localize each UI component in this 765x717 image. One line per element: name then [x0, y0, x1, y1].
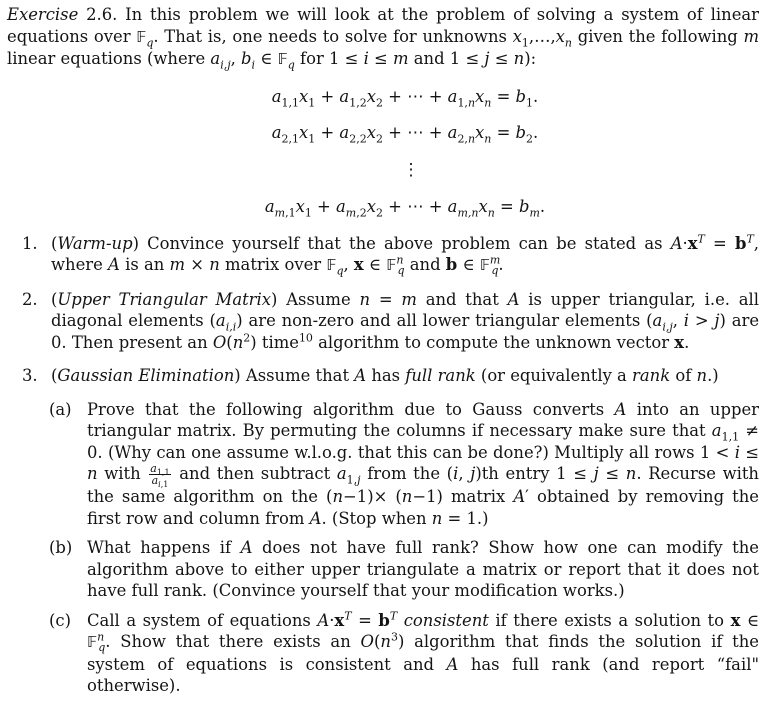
vertical-dots: ⋮	[402, 159, 420, 180]
equation-row-m: $a_{m,1}x_1 + a_{m,2}x_2$ + ⋯ + $a_{m,n}x_n = b_m$.	[264, 197, 546, 220]
equation-system	[7, 79, 759, 225]
footnote-marker: 10	[298, 331, 313, 345]
exercise-intro: Exercise 2.6. In this problem we will look at the problem of solving a system of linear equations over 𝔽$_q$. That is, one needs to solve for unknowns $x_1,\dots,x_n$ given the following m linear equations (where $a_{i,j}$, $b_i$ ∈ 𝔽$_q$ for 1 ≤ i ≤ m and 1 ≤ j ≤ n):	[7, 5, 760, 72]
task-list	[7, 233, 759, 705]
equation-row-1: $a_{1,1}x_1 + a_{1,2}x_2$ + ⋯ + $a_{1,n}x_n = b_1$.	[271, 87, 539, 110]
subtask-a: (a) Prove that the following algorithm due to Gauss converts A into an upper triangular matrix. By permuting the columns if necessary make sure that $a_{1,1} \ne 0$. (Why can one assume w.l.o.g. that this can be done?) Multiply all rows 1 < i ≤ n with $\frac{a_{1,1}}{a_{i,1}}$ and then subtract $a_{1,j}$ from the (i, j)th entry 1 ≤ j ≤ n. Recurse with the same algorithm on the (n−1)× (n−1) matrix A′ obtained by removing the first row and column from A. (Stop when n = 1.)	[49, 399, 760, 528]
task-item-1: 1. (Warm-up) Convince yourself that the above problem can be stated as $A\cdot x^T = b^T$, where A is an m × n matrix over 𝔽$_q$, x ∈ 𝔽$^n_q$ and b ∈ 𝔽$^m_q$.	[22, 232, 759, 278]
equation-row-2: $a_{2,1}x_1 + a_{2,2}x_2$ + ⋯ + $a_{2,n}x_n = b_2$.	[271, 123, 539, 146]
subtask-list	[49, 399, 759, 697]
exercise-number: 2.6	[86, 5, 113, 24]
fraction-a11-ai1: $\frac{a_{1,1}}{a_{i,1}}$	[150, 462, 170, 490]
task-item-2: 2. (Upper Triangular Matrix) Assume n = m and that A is upper triangular, i.e. all diagonal elements $(a_{i,i})$ are non-zero and all lower triangular elements ($a_{i,j}$, i > j) are 0. Then present an $O(n^2)$ time$^{10}$ algorithm to compute the unknown vector x.	[22, 289, 760, 352]
exercise-page	[7, 4, 759, 717]
exercise-label: Exercise	[7, 5, 79, 24]
task-item-3: 3. (Gaussian Elimination) Assume that A has full rank (or equivalently a rank of n.) (a) Prove that the following algorithm due to Gauss converts A into an upper triangular matrix. By permuting the columns if necessary make sure that $a_{1,1} \ne 0$. (Why can one assume w.l.o.g. that this can be done?) Multiply all rows 1 < i ≤ n with $\frac{a_{1,1}}{a_{i,1}}$ and then subtract $a_{1,j}$ from the (i, j)th entry 1 ≤ j ≤ n. Recurse with the same algorithm on the (n−1)× (n−1) matrix A′ obtained by removing the first row and column from A. (Stop when n = 1.) (b) What happens if A does not have full rank? Show how one can modify the algorithm above to either upper triangulate a matrix or report that it does not have full rank. (Convince yourself that your modification works.) (c) Call a system of equations $A\cdot x^T = b^T$ consistent if there exists a solution to x ∈ 𝔽$^n_q$. Show that there exists an $O(n^3)$ algorithm that finds the solution if the system of equations is consistent and A has full rank (and report “fail" otherwise).	[22, 366, 760, 695]
subtask-c: (c) Call a system of equations $A\cdot x^T = b^T$ consistent if there exists a solution to x ∈ 𝔽$^n_q$. Show that there exists an $O(n^3)$ algorithm that finds the solution if the system of equations is consistent and A has full rank (and report “fail" otherwise).	[49, 609, 760, 695]
subtask-b: (b) What happens if A does not have full rank? Show how one can modify the algorithm above to either upper triangulate a matrix or report that it does not have full rank. (Convince yourself that your modification works.)	[49, 538, 760, 600]
